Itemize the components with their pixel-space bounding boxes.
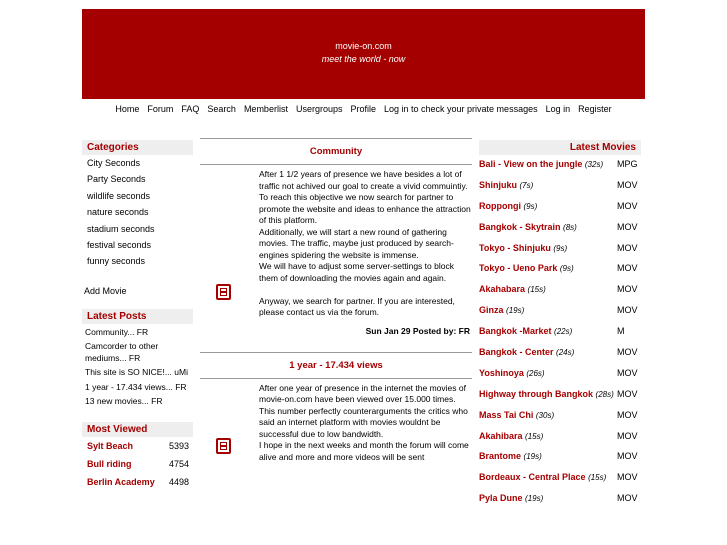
article-title[interactable]: Community <box>200 138 472 165</box>
movie-link[interactable] <box>479 450 617 468</box>
article-title[interactable]: 1 year - 17.434 views <box>200 352 472 379</box>
movie-link[interactable] <box>479 179 617 197</box>
movie-title[interactable]: Akahibara <box>479 430 523 441</box>
latest-movie-row[interactable] <box>479 364 641 385</box>
categories-heading: Categories <box>82 140 193 155</box>
latest-movie-row[interactable] <box>479 259 641 280</box>
latest-movie-row[interactable] <box>479 447 641 468</box>
movie-format: MOV <box>617 472 638 483</box>
latest-movies-list <box>479 155 641 510</box>
article-meta: Sun Jan 29 Posted by: FR <box>365 325 470 336</box>
movie-length: (30s) <box>535 410 555 420</box>
most-viewed-item[interactable] <box>82 437 193 455</box>
movie-title[interactable]: Bali - View on the jungle <box>479 159 583 169</box>
nav-search[interactable]: Search <box>207 104 236 114</box>
site-title[interactable]: movie-on.com <box>335 41 392 51</box>
movie-link[interactable] <box>479 283 617 301</box>
movie-format: MOV <box>617 388 638 399</box>
movie-format: MOV <box>617 409 638 420</box>
category-link[interactable]: City Seconds <box>87 158 141 168</box>
latest-movie-row[interactable] <box>479 301 641 322</box>
latest-movie-row[interactable] <box>479 197 641 218</box>
movie-length: (26s) <box>526 368 545 378</box>
latest-post-link[interactable]: Camcorder to other mediums... FR <box>85 341 159 363</box>
nav-profile[interactable]: Profile <box>350 104 376 114</box>
latest-post-link[interactable]: This site is SO NICE!... uMi <box>85 367 188 378</box>
movie-link[interactable] <box>479 242 617 260</box>
view-count: 5393 <box>168 440 189 451</box>
category-link[interactable]: nature seconds <box>87 207 149 218</box>
latest-posts-heading: Latest Posts <box>82 309 193 324</box>
movie-format: MOV <box>617 179 638 190</box>
movie-format: MOV <box>617 200 638 211</box>
movie-link[interactable] <box>479 221 617 239</box>
movie-title[interactable]: Bangkok - Skytrain <box>479 221 561 232</box>
movie-title[interactable]: Akahabara <box>479 284 526 295</box>
movie-link[interactable] <box>479 471 617 489</box>
latest-post-link[interactable]: 1 year - 17.434 views... FR <box>85 381 187 392</box>
movie-format: M <box>617 326 625 337</box>
view-count: 4754 <box>168 458 189 469</box>
latest-movie-row[interactable] <box>479 468 641 489</box>
movie-format: MOV <box>617 221 638 232</box>
movie-link[interactable] <box>479 346 617 364</box>
latest-post-link[interactable]: 13 new movies... FR <box>85 396 163 407</box>
site-tagline: meet the world - now <box>321 54 406 64</box>
movie-title[interactable]: Bangkok - Center <box>479 347 554 358</box>
movie-title[interactable]: Brantome <box>479 451 522 462</box>
add-movie-link[interactable]: Add Movie <box>84 285 127 296</box>
movie-format: MOV <box>617 305 638 316</box>
latest-movie-row[interactable] <box>479 280 641 301</box>
latest-movie-row[interactable] <box>479 489 641 510</box>
most-viewed-item[interactable] <box>82 455 193 473</box>
latest-post-link[interactable]: Community... FR <box>85 326 149 337</box>
article-body: After one year of presence in the internet the movies of movie-on.com have been viewed over 15.000 times. This number perfectly counterarguments the critics who said an internet platform with movies wouldnt be successful due to low bandwidth. I hope in the next weeks and month the forum will come alive and more and more videos will be sent <box>259 382 469 462</box>
movie-link[interactable] <box>479 304 617 322</box>
movie-length: (15s) <box>588 473 607 483</box>
nav-faq[interactable]: FAQ <box>181 104 200 114</box>
view-count: 4498 <box>168 476 189 487</box>
movie-format: MPG <box>617 159 638 169</box>
site-banner <box>82 9 645 99</box>
nav-usergroups[interactable]: Usergroups <box>295 104 343 114</box>
movie-length: (28s) <box>595 389 614 399</box>
category-link[interactable]: stadium seconds <box>87 223 155 234</box>
movie-length: (15s) <box>527 285 546 295</box>
category-link[interactable]: wildlife seconds <box>87 190 151 201</box>
category-link[interactable]: festival seconds <box>87 239 152 250</box>
movie-length: (9s) <box>523 201 538 211</box>
movie-link[interactable] <box>479 430 617 448</box>
nav-private-messages[interactable]: Log in to check your private messages <box>384 104 538 114</box>
movie-length: (19s) <box>506 306 525 316</box>
category-link[interactable]: funny seconds <box>87 256 146 267</box>
movie-title[interactable]: Ginza <box>479 305 504 316</box>
movie-title[interactable]: Highway through Bangkok <box>479 388 594 399</box>
movie-link[interactable] <box>479 409 617 427</box>
latest-movie-row[interactable] <box>479 176 641 197</box>
latest-movie-row[interactable] <box>479 427 641 448</box>
movie-length: (7s) <box>519 180 534 190</box>
movie-length: (32s) <box>584 160 604 169</box>
latest-movie-row[interactable] <box>479 322 641 343</box>
movie-length: (19s) <box>523 452 542 462</box>
movie-title[interactable]: Tokyo - Shinjuku <box>479 242 551 253</box>
movie-format: MOV <box>617 451 638 462</box>
nav-login[interactable]: Log in <box>545 104 571 114</box>
movie-format: MOV <box>617 367 638 378</box>
movie-length: (24s) <box>556 348 575 358</box>
category-link[interactable]: Party Seconds <box>87 174 146 185</box>
movie-title[interactable]: Roppongi <box>479 200 521 211</box>
left-sidebar <box>82 140 193 491</box>
latest-movie-row[interactable] <box>479 155 641 176</box>
movie-title[interactable]: Bull riding <box>87 458 132 469</box>
movie-link[interactable] <box>479 158 617 176</box>
latest-movie-row[interactable] <box>479 239 641 260</box>
latest-movies-heading: Latest Movies <box>479 140 641 155</box>
most-viewed-item[interactable] <box>82 473 193 491</box>
nav-register[interactable]: Register <box>578 104 612 114</box>
movie-length: (15s) <box>525 431 544 441</box>
movie-title[interactable]: Bangkok -Market <box>479 326 552 337</box>
movie-format: MOV <box>617 284 638 295</box>
nav-memberlist[interactable]: Memberlist <box>243 104 288 114</box>
latest-movie-row[interactable] <box>479 385 641 406</box>
movie-title[interactable]: Bordeaux - Central Place <box>479 472 586 483</box>
film-reel-icon[interactable] <box>216 284 231 300</box>
movie-title[interactable]: Mass Tai Chi <box>479 409 534 420</box>
article <box>200 383 472 464</box>
main-nav <box>82 104 645 118</box>
movie-link[interactable] <box>479 200 617 218</box>
most-viewed-heading: Most Viewed <box>82 422 193 437</box>
movie-format: MOV <box>617 430 638 441</box>
movie-length: (9s) <box>553 243 568 253</box>
latest-movie-row[interactable] <box>479 343 641 364</box>
article <box>200 169 472 336</box>
latest-movie-row[interactable] <box>479 218 641 239</box>
latest-movie-row[interactable] <box>479 406 641 427</box>
movie-length: (9s) <box>559 264 574 274</box>
movie-title[interactable]: Berlin Academy <box>87 476 155 487</box>
movie-length: (8s) <box>563 222 577 232</box>
movie-length: (22s) <box>554 327 573 337</box>
movie-title[interactable]: Yoshinoya <box>479 367 524 378</box>
movie-title[interactable]: Tokyo - Ueno Park <box>479 263 558 274</box>
movie-title[interactable]: Pyla Dune <box>479 493 523 504</box>
movie-format: MOV <box>617 493 638 504</box>
right-sidebar <box>479 140 641 510</box>
article-body: After 1 1/2 years of presence we have besides a lot of traffic not achived our goal to create a vivid commuintiy. To reach this objective we now search for partner to promote the website and ideas to enhance the attraction of this platform. Additionally, we will start a new round of gathering movies. The traffic, maybe just produced by search-engines spidering the website is immense. We will have to adjust some server-settings to block them of downloading the movies again and again. Anyway, we search for partner. If you are interested, please contact us via the forum. <box>259 169 471 317</box>
movie-title[interactable]: Shinjuku <box>479 179 517 190</box>
movie-title[interactable]: Sylt Beach <box>87 440 134 451</box>
movie-link[interactable] <box>479 492 617 510</box>
movie-link[interactable] <box>479 325 617 343</box>
movie-link[interactable] <box>479 367 617 385</box>
nav-forum[interactable]: Forum <box>147 104 174 114</box>
movie-format: MOV <box>617 263 638 274</box>
news-column <box>200 138 472 463</box>
movie-length: (19s) <box>525 494 544 504</box>
nav-home[interactable]: Home <box>115 104 140 114</box>
movie-format: MOV <box>617 347 638 358</box>
movie-link[interactable] <box>479 388 617 406</box>
movie-link[interactable] <box>479 262 617 280</box>
movie-format: MOV <box>617 242 638 253</box>
film-reel-icon[interactable] <box>216 438 231 454</box>
